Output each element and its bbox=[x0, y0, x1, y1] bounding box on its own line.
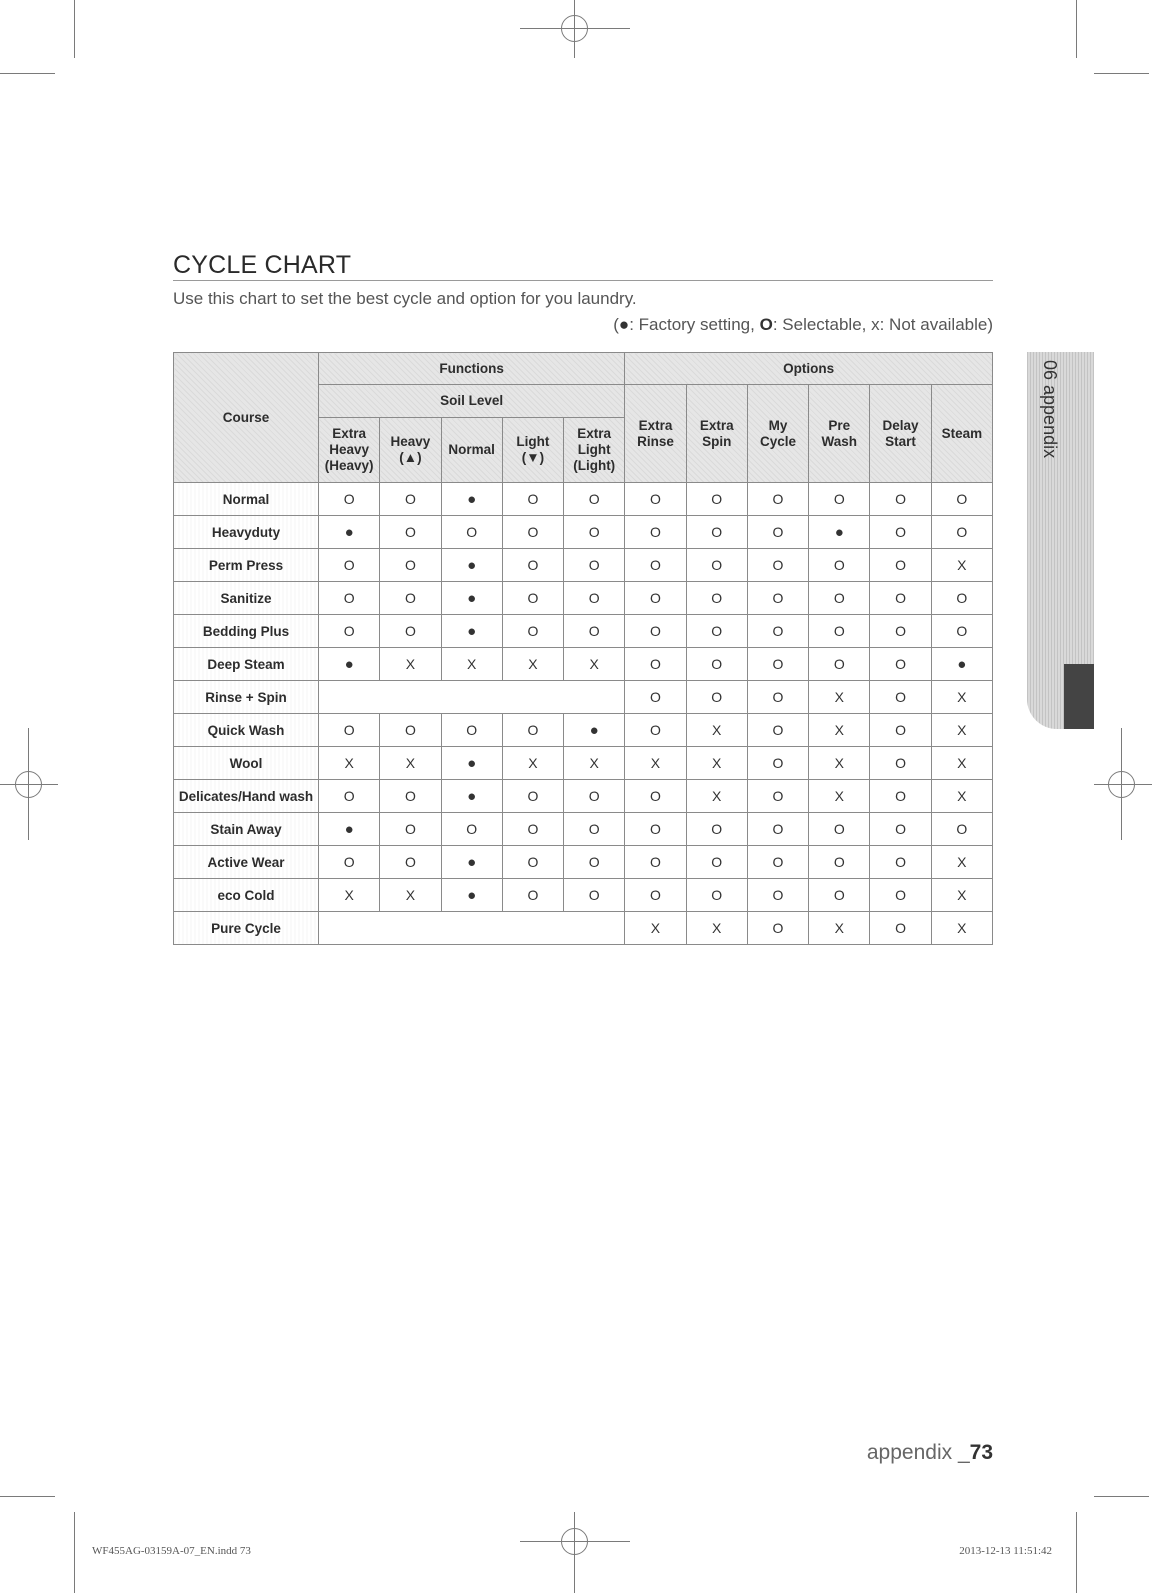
option-cell: O bbox=[686, 681, 747, 714]
option-cell: O bbox=[870, 648, 931, 681]
soil-level-cell: ● bbox=[441, 483, 502, 516]
table-row bbox=[174, 483, 993, 516]
option-cell: O bbox=[870, 483, 931, 516]
option-cell: O bbox=[686, 549, 747, 582]
option-cell: O bbox=[870, 747, 931, 780]
option-cell: O bbox=[747, 648, 808, 681]
option-cell: O bbox=[625, 879, 686, 912]
legend-selectable-text: : Selectable, x: Not available) bbox=[772, 315, 993, 334]
option-cell: O bbox=[625, 714, 686, 747]
soil-level-cell: O bbox=[502, 483, 563, 516]
option-cell: O bbox=[747, 813, 808, 846]
factory-setting-dot-icon: ● bbox=[618, 315, 630, 334]
footer-timestamp: 2013-12-13 11:51:42 bbox=[959, 1545, 1052, 1557]
table-row bbox=[174, 747, 993, 780]
soil-level-cell: O bbox=[502, 516, 563, 549]
option-cell: O bbox=[870, 846, 931, 879]
soil-level-cell: ● bbox=[441, 879, 502, 912]
soil-header-line: Extra bbox=[577, 426, 612, 441]
option-cell: O bbox=[870, 516, 931, 549]
soil-level-cell: O bbox=[502, 615, 563, 648]
option-cell: O bbox=[870, 681, 931, 714]
option-cell: X bbox=[931, 780, 992, 813]
course-name: Wool bbox=[174, 747, 319, 780]
soil-level-cell: O bbox=[380, 714, 441, 747]
option-cell: O bbox=[870, 582, 931, 615]
table-row bbox=[174, 516, 993, 549]
option-cell: O bbox=[809, 615, 870, 648]
soil-level-cell: X bbox=[564, 648, 625, 681]
footer-file-name: WF455AG-03159A-07_EN.indd 73 bbox=[92, 1545, 251, 1557]
options-header: Options bbox=[625, 353, 993, 385]
soil-header-line: Heavy bbox=[390, 434, 431, 449]
option-column-header bbox=[747, 385, 808, 483]
option-header-line: Spin bbox=[702, 433, 732, 449]
option-cell: O bbox=[625, 582, 686, 615]
table-row bbox=[174, 879, 993, 912]
soil-level-empty-cell bbox=[319, 912, 625, 945]
course-name: Normal bbox=[174, 483, 319, 516]
soil-level-cell: O bbox=[564, 615, 625, 648]
option-cell: O bbox=[747, 681, 808, 714]
soil-level-cell: O bbox=[564, 780, 625, 813]
legend-factory-text: : Factory setting, bbox=[629, 315, 755, 334]
soil-level-cell: X bbox=[319, 879, 380, 912]
option-cell: O bbox=[747, 714, 808, 747]
soil-level-cell: O bbox=[441, 714, 502, 747]
option-cell: O bbox=[625, 813, 686, 846]
soil-level-cell: ● bbox=[441, 615, 502, 648]
option-cell: O bbox=[809, 582, 870, 615]
option-cell: X bbox=[809, 912, 870, 945]
option-cell: ● bbox=[931, 648, 992, 681]
soil-header-line: (▲) bbox=[399, 450, 422, 465]
option-cell: O bbox=[870, 714, 931, 747]
option-cell: O bbox=[870, 813, 931, 846]
soil-level-cell: O bbox=[380, 846, 441, 879]
option-cell: X bbox=[686, 747, 747, 780]
option-cell: O bbox=[809, 648, 870, 681]
option-cell: X bbox=[931, 681, 992, 714]
soil-level-cell: X bbox=[502, 747, 563, 780]
option-cell: O bbox=[809, 813, 870, 846]
soil-level-cell: O bbox=[319, 582, 380, 615]
option-cell: O bbox=[625, 549, 686, 582]
soil-level-cell: ● bbox=[441, 582, 502, 615]
option-cell: O bbox=[931, 813, 992, 846]
soil-header-line: (Light) bbox=[573, 458, 616, 473]
option-header-line: Extra bbox=[699, 417, 734, 433]
option-cell: X bbox=[686, 912, 747, 945]
option-cell: O bbox=[625, 483, 686, 516]
option-cell: X bbox=[686, 714, 747, 747]
soil-level-cell: O bbox=[564, 483, 625, 516]
option-cell: X bbox=[931, 846, 992, 879]
soil-level-cell: O bbox=[564, 846, 625, 879]
option-cell: X bbox=[809, 714, 870, 747]
soil-level-cell: X bbox=[380, 648, 441, 681]
soil-level-cell: X bbox=[380, 879, 441, 912]
option-cell: X bbox=[931, 879, 992, 912]
soil-level-cell: O bbox=[319, 846, 380, 879]
option-header-line: My bbox=[768, 417, 788, 433]
soil-level-cell: O bbox=[319, 615, 380, 648]
table-row bbox=[174, 780, 993, 813]
option-header-line: Cycle bbox=[759, 433, 796, 449]
option-column-header bbox=[870, 385, 931, 483]
soil-header-line: Light bbox=[577, 442, 611, 457]
course-name: Delicates/Hand wash bbox=[174, 780, 319, 813]
soil-level-cell: O bbox=[319, 780, 380, 813]
table-row bbox=[174, 912, 993, 945]
table-row bbox=[174, 681, 993, 714]
soil-level-cell: O bbox=[380, 549, 441, 582]
course-name: Perm Press bbox=[174, 549, 319, 582]
option-cell: O bbox=[686, 648, 747, 681]
soil-level-cell: O bbox=[380, 780, 441, 813]
option-cell: X bbox=[809, 780, 870, 813]
soil-level-cell: O bbox=[380, 615, 441, 648]
option-cell: O bbox=[686, 846, 747, 879]
table-row bbox=[174, 582, 993, 615]
soil-level-cell: O bbox=[319, 483, 380, 516]
course-name: Sanitize bbox=[174, 582, 319, 615]
option-column-header bbox=[809, 385, 870, 483]
soil-level-cell: O bbox=[319, 714, 380, 747]
option-cell: O bbox=[686, 483, 747, 516]
soil-level-cell: X bbox=[441, 648, 502, 681]
soil-level-cell: ● bbox=[564, 714, 625, 747]
option-cell: X bbox=[625, 912, 686, 945]
option-cell: O bbox=[625, 681, 686, 714]
course-name: Deep Steam bbox=[174, 648, 319, 681]
side-tab-label: 06 appendix bbox=[1040, 360, 1060, 459]
option-cell: O bbox=[931, 582, 992, 615]
soil-level-cell: ● bbox=[441, 780, 502, 813]
cycle-chart-table bbox=[173, 352, 993, 945]
option-cell: O bbox=[625, 648, 686, 681]
option-cell: O bbox=[747, 780, 808, 813]
functions-header: Functions bbox=[319, 353, 625, 385]
page-number bbox=[867, 1441, 993, 1465]
soil-header-line: (▼) bbox=[521, 450, 545, 465]
section-tab-marker bbox=[1064, 664, 1094, 729]
option-cell: X bbox=[931, 912, 992, 945]
option-cell: O bbox=[809, 879, 870, 912]
option-cell: O bbox=[870, 549, 931, 582]
option-header-line: Rinse bbox=[637, 433, 674, 449]
soil-column-header bbox=[380, 418, 441, 483]
course-name: Quick Wash bbox=[174, 714, 319, 747]
soil-level-cell: O bbox=[502, 549, 563, 582]
option-cell: O bbox=[809, 549, 870, 582]
page-number-value: 73 bbox=[969, 1441, 993, 1464]
table-row bbox=[174, 714, 993, 747]
soil-level-cell: ● bbox=[441, 846, 502, 879]
option-column-header bbox=[686, 385, 747, 483]
option-column-header bbox=[625, 385, 686, 483]
option-cell: O bbox=[686, 615, 747, 648]
option-cell: X bbox=[625, 747, 686, 780]
option-cell: O bbox=[686, 516, 747, 549]
legend-open-paren: ( bbox=[613, 315, 619, 334]
soil-level-cell: ● bbox=[441, 549, 502, 582]
soil-header-line: (Heavy) bbox=[324, 458, 374, 473]
soil-level-cell: O bbox=[380, 582, 441, 615]
option-cell: X bbox=[931, 747, 992, 780]
option-cell: O bbox=[686, 582, 747, 615]
option-header-line: Extra bbox=[638, 417, 673, 433]
option-cell: O bbox=[931, 483, 992, 516]
soil-level-cell: O bbox=[502, 582, 563, 615]
soil-level-cell: O bbox=[564, 582, 625, 615]
selectable-o-icon: O bbox=[759, 315, 773, 334]
soil-level-cell: O bbox=[564, 549, 625, 582]
course-name: Heavyduty bbox=[174, 516, 319, 549]
option-cell: O bbox=[870, 879, 931, 912]
soil-level-cell: O bbox=[502, 780, 563, 813]
soil-level-cell: O bbox=[502, 846, 563, 879]
option-cell: O bbox=[931, 615, 992, 648]
option-cell: O bbox=[747, 483, 808, 516]
course-name: eco Cold bbox=[174, 879, 319, 912]
soil-level-cell: O bbox=[380, 516, 441, 549]
option-cell: O bbox=[809, 846, 870, 879]
soil-level-cell: ● bbox=[319, 648, 380, 681]
soil-header-line: Light bbox=[516, 434, 550, 449]
option-cell: O bbox=[625, 846, 686, 879]
soil-level-cell: X bbox=[380, 747, 441, 780]
option-cell: X bbox=[931, 549, 992, 582]
option-header-line: Steam bbox=[941, 425, 983, 441]
option-cell: O bbox=[809, 483, 870, 516]
soil-level-empty-cell bbox=[319, 681, 625, 714]
soil-level-cell: O bbox=[564, 813, 625, 846]
option-cell: O bbox=[747, 879, 808, 912]
soil-column-header bbox=[564, 418, 625, 483]
option-cell: O bbox=[870, 615, 931, 648]
course-name: Pure Cycle bbox=[174, 912, 319, 945]
soil-level-cell: O bbox=[441, 516, 502, 549]
soil-level-cell: O bbox=[564, 516, 625, 549]
option-cell: O bbox=[931, 516, 992, 549]
soil-header-line: Extra bbox=[332, 426, 367, 441]
option-cell: O bbox=[747, 846, 808, 879]
soil-level-cell: O bbox=[319, 549, 380, 582]
option-cell: O bbox=[747, 912, 808, 945]
option-cell: X bbox=[931, 714, 992, 747]
legend bbox=[613, 315, 993, 335]
option-cell: O bbox=[747, 549, 808, 582]
course-name: Stain Away bbox=[174, 813, 319, 846]
option-cell: X bbox=[809, 747, 870, 780]
soil-level-cell: O bbox=[380, 813, 441, 846]
option-cell: O bbox=[870, 912, 931, 945]
option-header-line: Start bbox=[885, 433, 916, 449]
table-row bbox=[174, 813, 993, 846]
soil-level-cell: O bbox=[502, 714, 563, 747]
soil-header-line: Heavy bbox=[329, 442, 370, 457]
option-cell: ● bbox=[809, 516, 870, 549]
option-cell: O bbox=[747, 582, 808, 615]
soil-level-cell: ● bbox=[441, 747, 502, 780]
soil-header-line: Normal bbox=[448, 442, 495, 457]
soil-level-cell: X bbox=[564, 747, 625, 780]
option-cell: O bbox=[625, 516, 686, 549]
soil-level-cell: X bbox=[319, 747, 380, 780]
option-cell: O bbox=[686, 813, 747, 846]
table-row bbox=[174, 846, 993, 879]
soil-level-cell: X bbox=[502, 648, 563, 681]
intro-text: Use this chart to set the best cycle and option for you laundry. bbox=[173, 289, 637, 308]
soil-level-header: Soil Level bbox=[319, 385, 625, 418]
option-cell: O bbox=[686, 879, 747, 912]
soil-level-cell: ● bbox=[319, 813, 380, 846]
course-name: Active Wear bbox=[174, 846, 319, 879]
soil-level-cell: ● bbox=[319, 516, 380, 549]
option-header-line: Pre bbox=[828, 417, 851, 433]
soil-level-cell: O bbox=[564, 879, 625, 912]
table-row bbox=[174, 648, 993, 681]
soil-column-header bbox=[502, 418, 563, 483]
soil-level-cell: O bbox=[502, 879, 563, 912]
option-header-line: Delay bbox=[882, 417, 919, 433]
soil-level-cell: O bbox=[380, 483, 441, 516]
table-row bbox=[174, 615, 993, 648]
soil-column-header bbox=[441, 418, 502, 483]
page-title: CYCLE CHART bbox=[173, 251, 993, 281]
option-cell: O bbox=[625, 615, 686, 648]
table-row bbox=[174, 549, 993, 582]
option-cell: X bbox=[686, 780, 747, 813]
course-name: Bedding Plus bbox=[174, 615, 319, 648]
option-cell: X bbox=[809, 681, 870, 714]
soil-level-cell: O bbox=[441, 813, 502, 846]
option-cell: O bbox=[747, 516, 808, 549]
page-section: appendix _ bbox=[866, 1441, 970, 1464]
option-column-header bbox=[931, 385, 992, 483]
course-header: Course bbox=[174, 353, 319, 483]
course-name: Rinse + Spin bbox=[174, 681, 319, 714]
option-cell: O bbox=[747, 615, 808, 648]
option-cell: O bbox=[747, 747, 808, 780]
option-cell: O bbox=[625, 780, 686, 813]
soil-level-cell: O bbox=[502, 813, 563, 846]
soil-column-header bbox=[319, 418, 380, 483]
option-cell: O bbox=[870, 780, 931, 813]
option-header-line: Wash bbox=[821, 433, 858, 449]
